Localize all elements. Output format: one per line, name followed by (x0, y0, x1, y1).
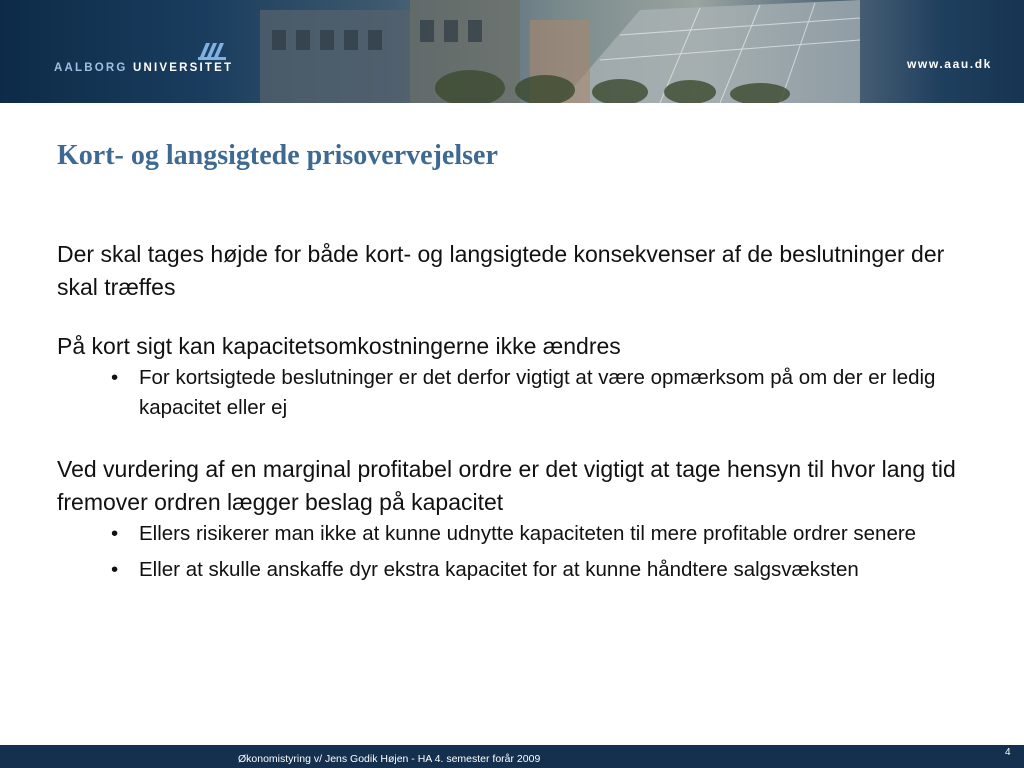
paragraph-3: Ved vurdering af en marginal profitabel ordre er det vigtigt at tage hensyn til hvor lang tid fremover ordren lægger beslag på kapacitet (57, 456, 956, 515)
campus-photo-illustration (0, 0, 1024, 103)
bullet-item: • For kortsigtede beslutninger er det derfor vigtigt at være opmærksom på om der er ledig kapacitet eller ej (57, 363, 977, 423)
slide-title: Kort- og langsigtede prisovervejelser (57, 140, 498, 171)
slide-body (57, 238, 977, 585)
footer-text: Økonomistyring v/ Jens Godik Højen - HA 4. semester forår 2009 (238, 753, 541, 765)
logo-secondary: UNIVERSITET (132, 62, 234, 74)
university-logo-text (54, 62, 233, 74)
website-url[interactable]: www.aau.dk (907, 57, 992, 71)
bullet-list-3 (57, 519, 977, 585)
bullet-item: • Eller at skulle anskaffe dyr ekstra kapacitet for at kunne håndtere salgsvæksten (57, 555, 977, 585)
paragraph-2: På kort sigt kan kapacitetsomkostningerne ikke ændres (57, 333, 621, 359)
paragraph-1: Der skal tages højde for både kort- og langsigtede konsekvenser af de beslutninger der skal træffes (57, 241, 945, 300)
header-banner (0, 0, 1024, 103)
footer-bar (0, 745, 1024, 768)
bullet-icon: • (111, 522, 119, 545)
aau-logo-icon (198, 43, 226, 60)
bullet-list-2 (57, 363, 977, 423)
logo-primary: AALBORG (54, 62, 128, 74)
bullet-icon: • (111, 366, 119, 389)
bullet-icon: • (111, 558, 119, 581)
bullet-item: • Ellers risikerer man ikke at kunne udnytte kapaciteten til mere profitable ordrer senere (57, 519, 977, 549)
page-number: 4 (1005, 747, 1011, 758)
